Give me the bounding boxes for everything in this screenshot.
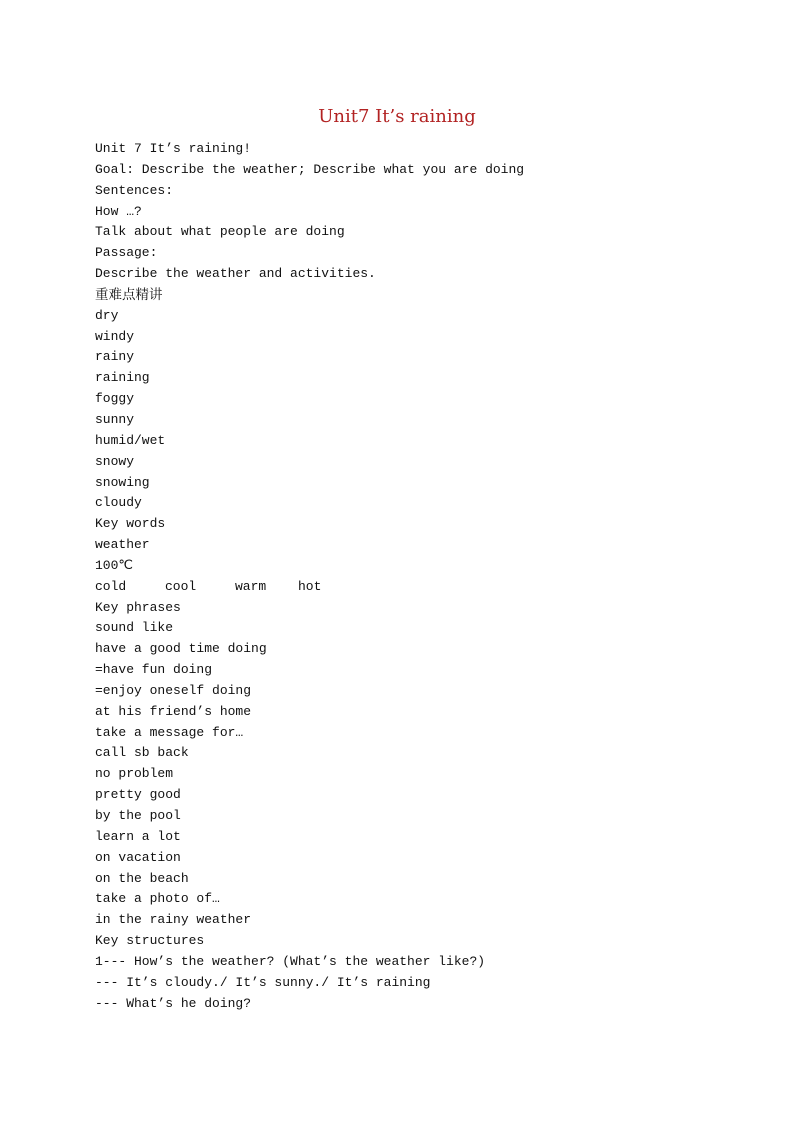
text-line: Describe the weather and activities.	[95, 266, 376, 282]
section-heading: Key phrases	[95, 599, 181, 615]
temperature-words-row	[95, 577, 775, 598]
phrase-line: on vacation	[95, 849, 181, 865]
text-line: Sentences:	[95, 182, 174, 198]
vocab-word: cloudy	[95, 495, 142, 511]
phrase-line: learn a lot	[95, 828, 181, 844]
temperature-word: cold	[95, 578, 127, 594]
vocab-word: weather	[95, 537, 150, 553]
phrase-line: at his friend’s home	[95, 703, 252, 719]
phrase-line: by the pool	[95, 808, 181, 823]
section-heading: Key structures	[95, 933, 205, 949]
phrase-line: take a photo of…	[95, 891, 220, 907]
phrase-line: call sb back	[95, 745, 189, 761]
phrase-line: pretty good	[95, 787, 181, 803]
phrase-line: take a message for…	[95, 724, 244, 740]
temperature-word: hot	[298, 578, 322, 594]
structure-line: --- What’s he doing?	[95, 995, 252, 1011]
vocab-word: windy	[95, 328, 135, 344]
phrase-line: =have fun doing	[95, 662, 213, 678]
phrase-line: no problem	[95, 766, 174, 782]
vocab-word: foggy	[95, 391, 135, 407]
structure-line: --- It’s cloudy./ It’s sunny./ It’s raining	[95, 974, 431, 990]
phrase-line: on the beach	[95, 870, 189, 886]
vocab-word: sunny	[95, 411, 135, 427]
text-line: Talk about what people are doing	[95, 224, 345, 240]
text-line: Passage:	[95, 245, 158, 261]
temperature-word: warm	[235, 578, 267, 594]
phrase-line: =enjoy oneself doing	[95, 682, 252, 698]
document-title: Unit7 It’s raining	[318, 106, 476, 127]
text-line: Unit 7 It’s raining!	[95, 141, 252, 156]
text-line: Goal: Describe the weather; Describe what you are doing	[95, 161, 525, 177]
vocab-word: dry	[95, 307, 119, 323]
document-body	[95, 139, 775, 1014]
vocab-word: 100℃	[95, 557, 134, 573]
vocab-word: raining	[95, 370, 150, 386]
section-heading: Key words	[95, 516, 166, 532]
vocab-word: snowing	[95, 474, 150, 490]
text-line: How …?	[95, 203, 142, 219]
vocab-word: humid/wet	[95, 432, 166, 448]
temperature-word: cool	[165, 578, 197, 594]
phrase-line: have a good time doing	[95, 641, 267, 657]
section-heading: 重难点精讲	[95, 286, 163, 303]
vocab-word: snowy	[95, 453, 135, 469]
vocab-word: rainy	[95, 349, 135, 365]
phrase-line: in the rainy weather	[95, 912, 252, 928]
structure-line: 1--- How’s the weather? (What’s the weather like?)	[95, 953, 486, 969]
phrase-line: sound like	[95, 620, 174, 636]
